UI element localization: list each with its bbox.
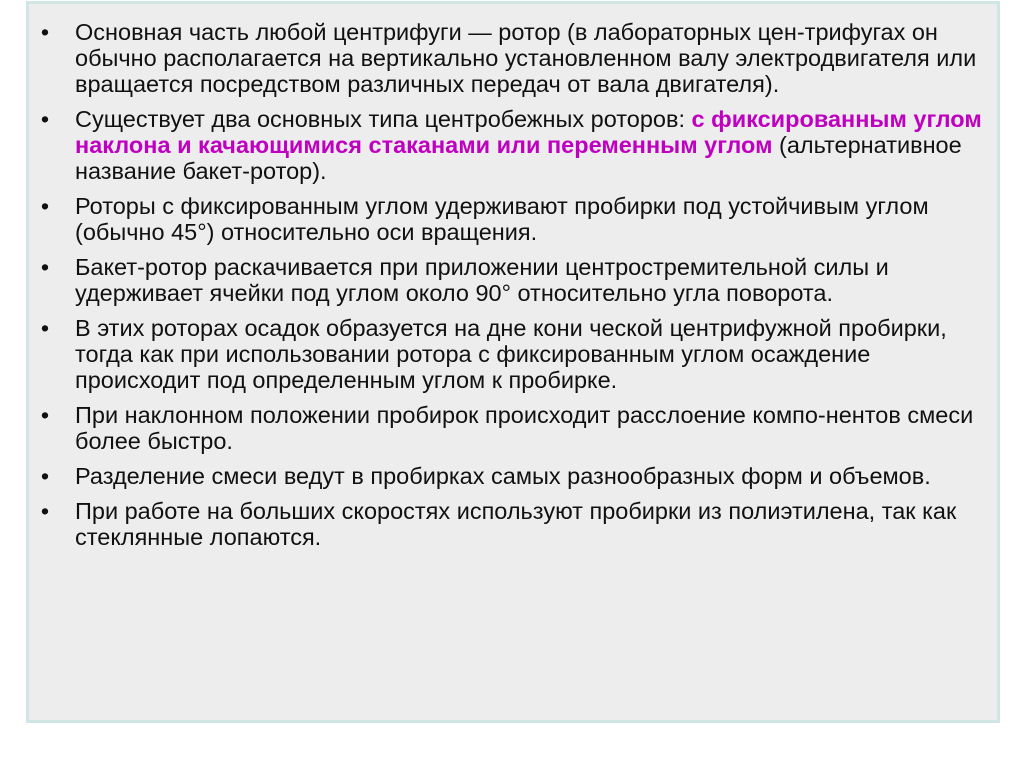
bullet-icon: • [40,463,50,489]
bullet-item-3 [29,193,997,245]
bullet-text: При работе на больших скоростях используют пробирки из полиэтилена, так как стеклянные лопаются. [75,498,957,550]
bullet-item-6 [29,402,997,454]
bullet-icon: • [40,19,50,45]
bullet-icon: • [40,402,50,428]
bullet-item-4 [29,254,997,306]
bullet-icon: • [40,106,50,132]
bullet-icon: • [40,254,50,280]
bullet-icon: • [40,315,50,341]
slide-panel [26,1,1000,723]
bullet-item-1 [29,19,997,97]
bullet-text: Бакет-ротор раскачивается при приложении центростремительной силы и удерживает ячейки под углом около 90° относительно угла поворота. [75,254,889,306]
bullet-text: Роторы с фиксированным углом удерживают пробирки под устойчивым углом (обычно 45°) относительно оси вращения. [75,193,929,245]
bullet-icon: • [40,498,50,524]
bullet-text: Основная часть любой центрифуги — ротор (в лабораторных цен-трифугах он обычно располагается на вертикально установленном валу электродвигателя или вращается посредством различных передач от вала двигателя). [75,19,977,97]
bullet-text: В этих роторах осадок образуется на дне кони ческой центрифужной пробирки, тогда как при использовании ротора с фиксированным углом осаждение происходит под определенным углом к пробирке. [75,315,947,393]
bullet-item-8 [29,498,997,550]
highlighted-rotor-types: с фиксированным углом наклона и качающимися стаканами или переменным углом [75,106,982,158]
bullet-list [29,19,997,559]
bullet-text: Разделение смеси ведут в пробирках самых разнообразных форм и объемов. [75,463,931,489]
bullet-text: При наклонном положении пробирок происходит расслоение компо-нентов смеси более быстро. [75,402,974,454]
bullet-item-2 [29,106,997,184]
bullet-icon: • [40,193,50,219]
bullet-text: Существует два основных типа центробежных роторов: [75,106,692,132]
bullet-item-5 [29,315,997,393]
bullet-text-tail: (альтернативное название бакет-ротор). [75,132,962,184]
bullet-item-7 [29,463,997,489]
